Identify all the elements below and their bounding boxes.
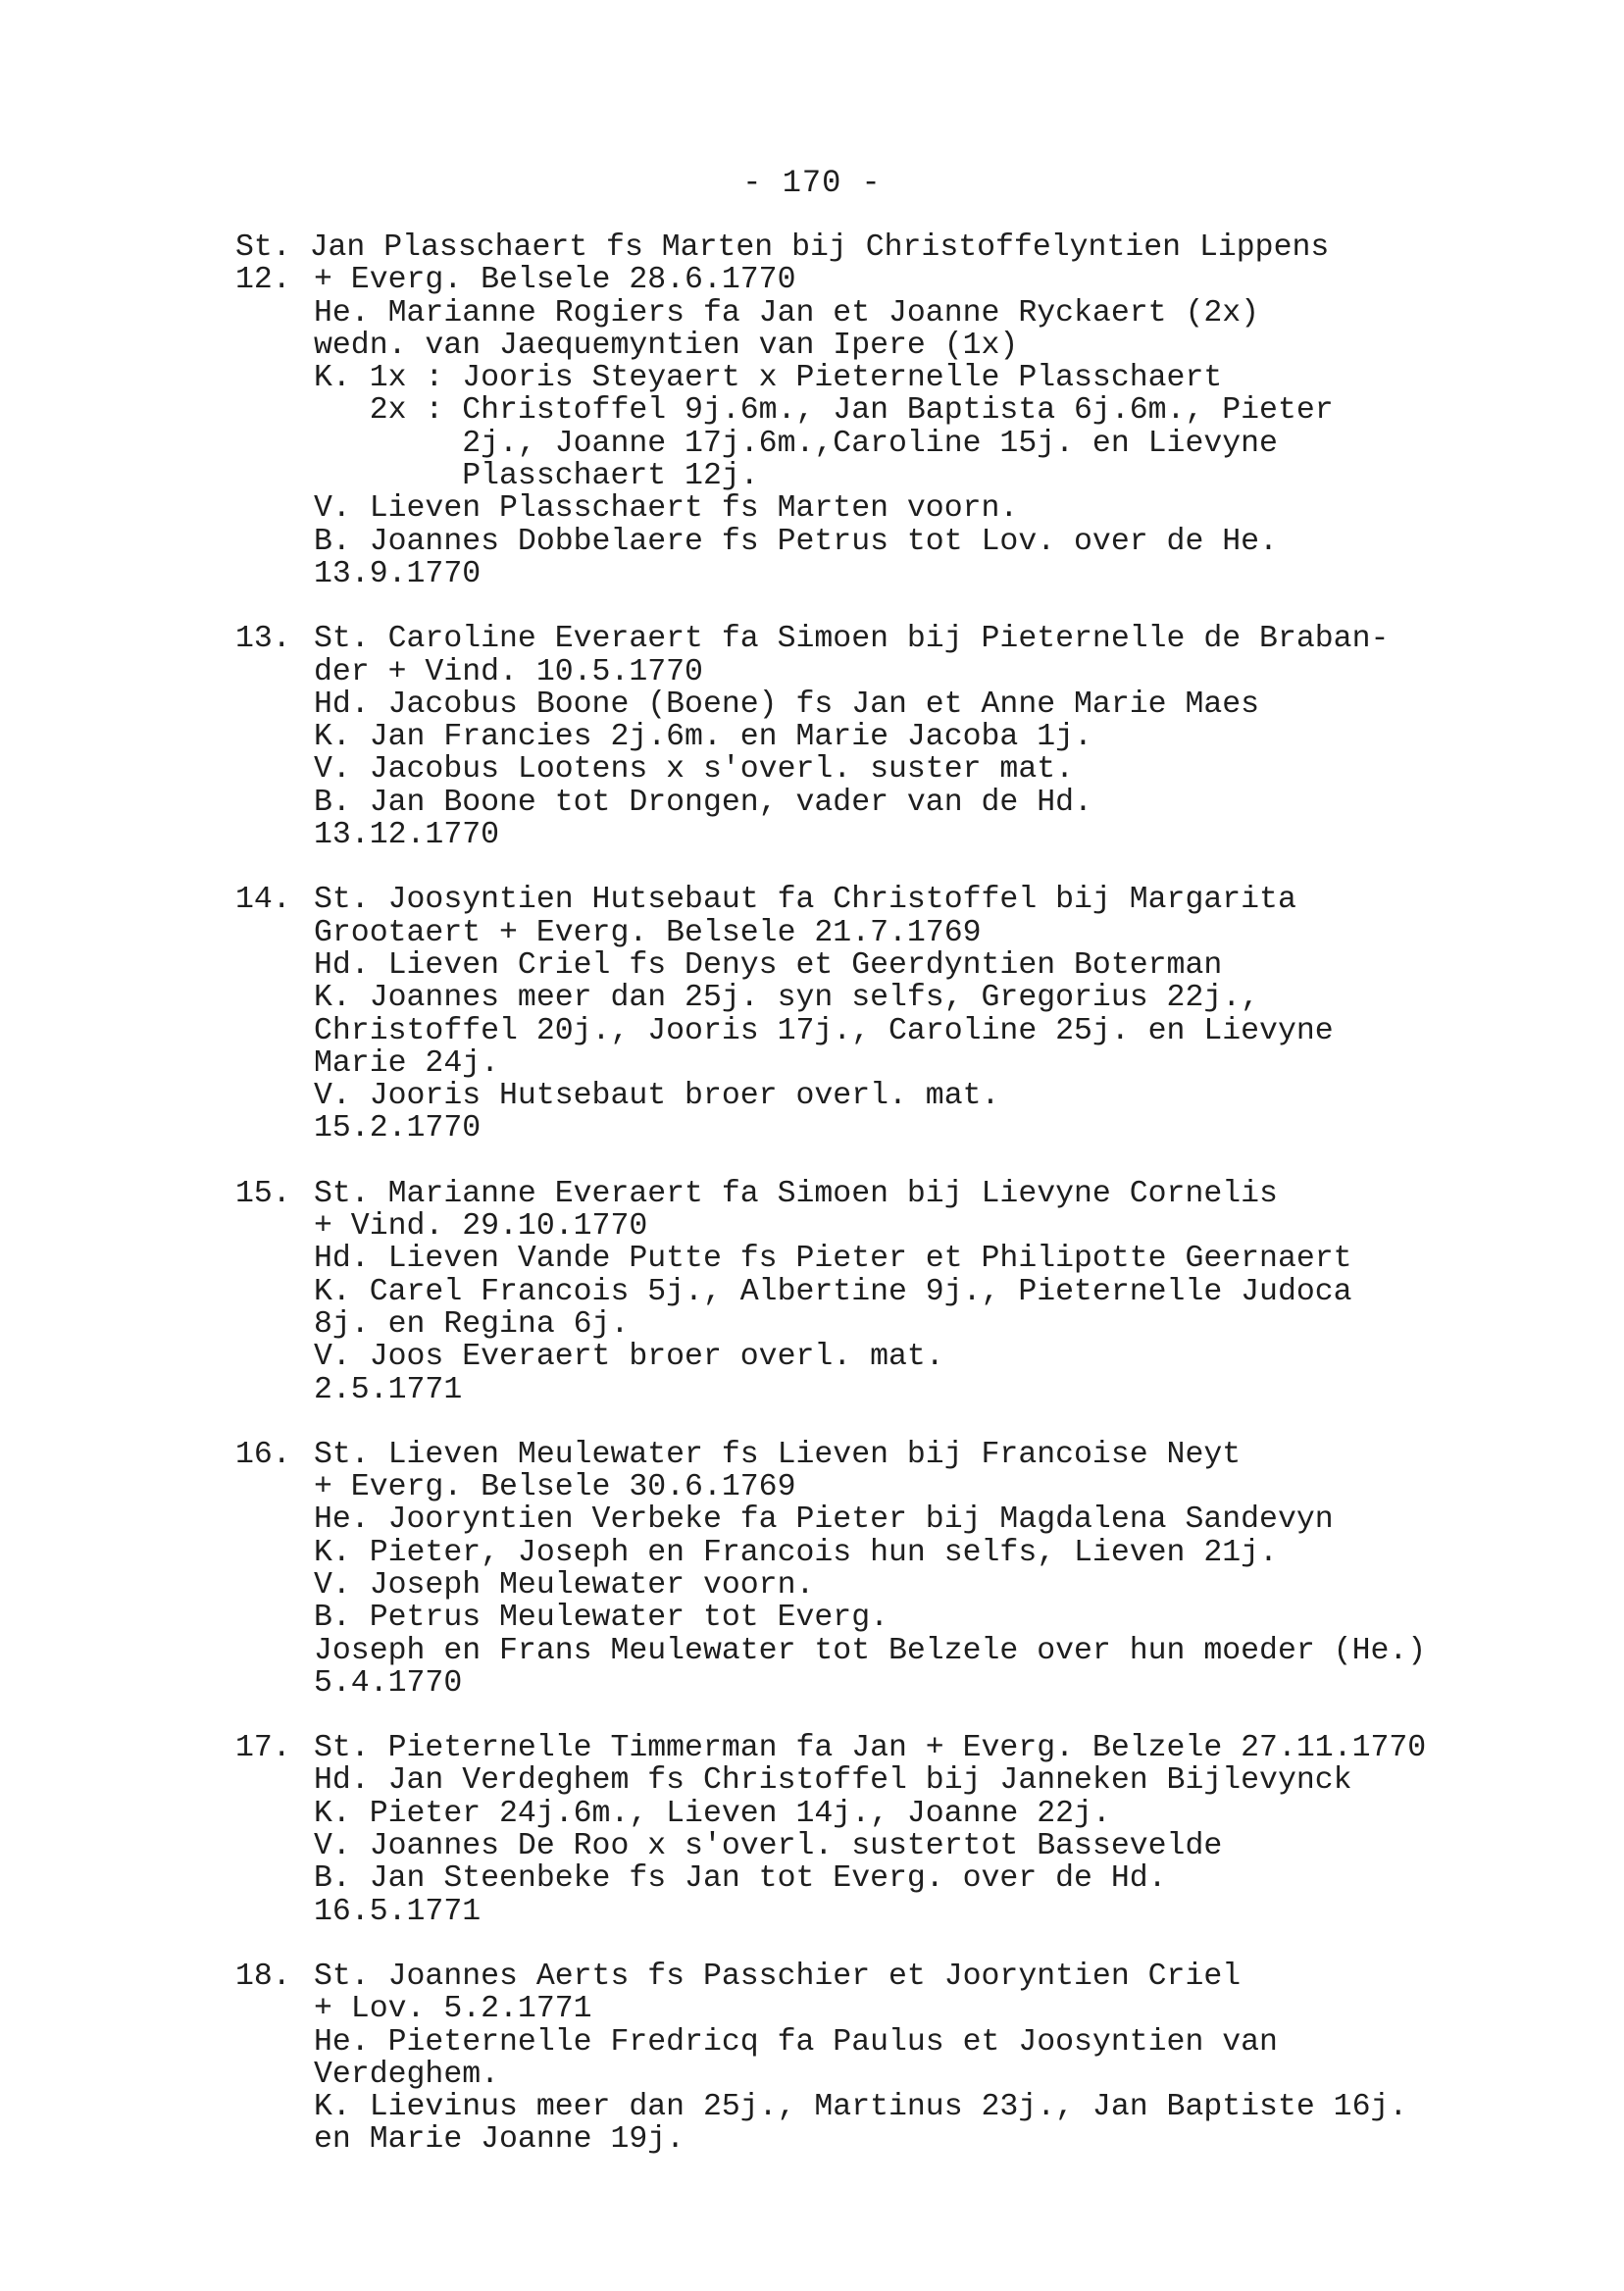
entry-line: St. Marianne Everaert fa Simoen bij Lievyne Cornelis bbox=[314, 1176, 1278, 1211]
entry-line: V. Jooris Hutsebaut broer overl. mat. bbox=[314, 1079, 1000, 1114]
entry-13 bbox=[235, 623, 1540, 851]
entry-line: K. Pieter, Joseph en Francois hun selfs, Lieven 21j. bbox=[314, 1535, 1278, 1570]
entry-line: K. Lievinus meer dan 25j., Martinus 23j., Jan Baptiste 16j. bbox=[314, 2090, 1408, 2125]
entry-line: + Lov. 5.2.1771 bbox=[314, 1992, 592, 2027]
entry-number: 12. bbox=[235, 263, 291, 298]
entry-line: Plasschaert 12j. bbox=[314, 459, 759, 494]
entry-line: 2j., Joanne 17j.6m.,Caroline 15j. en Lievyne bbox=[314, 426, 1278, 461]
entry-number: 17. bbox=[235, 1731, 291, 1766]
entry-line: Verdeghem. bbox=[314, 2057, 500, 2092]
entry-date: 15.2.1770 bbox=[314, 1111, 482, 1146]
entry-line: St. Lieven Meulewater fs Lieven bij Francoise Neyt bbox=[314, 1437, 1242, 1472]
entry-number: 15. bbox=[235, 1176, 291, 1211]
entry-line: + Everg. Belsele 30.6.1769 bbox=[314, 1470, 796, 1505]
entry-line: St. Joannes Aerts fs Passchier et Jooryntien Criel bbox=[314, 1959, 1242, 1994]
entry-number: 18. bbox=[235, 1959, 291, 1994]
entry-line: Hd. Jan Verdeghem fs Christoffel bij Janneken Bijlevynck bbox=[314, 1763, 1352, 1799]
entry-14 bbox=[235, 884, 1540, 1145]
entry-date: 13.9.1770 bbox=[314, 556, 482, 591]
entry-line: Marie 24j. bbox=[314, 1045, 500, 1081]
entry-line: 2x : Christoffel 9j.6m., Jan Baptista 6j.6m., Pieter bbox=[314, 393, 1334, 429]
entry-line: St. Joosyntien Hutsebaut fa Christoffel bij Margarita bbox=[314, 883, 1296, 918]
entry-line: K. 1x : Jooris Steyaert x Pieternelle Plasschaert bbox=[314, 361, 1223, 396]
entry-date: 2.5.1771 bbox=[314, 1372, 463, 1407]
entry-line: K. Carel Francois 5j., Albertine 9j., Pieternelle Judoca bbox=[314, 1274, 1352, 1309]
entry-line: He. Marianne Rogiers fa Jan et Joanne Ryckaert (2x) bbox=[314, 295, 1260, 331]
entry-date: 5.4.1770 bbox=[314, 1665, 463, 1701]
entry-line: Hd. Jacobus Boone (Boene) fs Jan et Anne Marie Maes bbox=[314, 687, 1260, 722]
entry-line: B. Petrus Meulewater tot Everg. bbox=[314, 1601, 888, 1636]
entry-line: V. Jacobus Lootens x s'overl. suster mat. bbox=[314, 752, 1075, 788]
entry-date: 13.12.1770 bbox=[314, 818, 500, 853]
entry-line: 8j. en Regina 6j. bbox=[314, 1306, 630, 1342]
entry-line: St. Pieternelle Timmerman fa Jan + Everg. Belzele 27.11.1770 bbox=[314, 1731, 1427, 1766]
entry-line: + Everg. Belsele 28.6.1770 bbox=[314, 263, 796, 298]
entry-line: en Marie Joanne 19j. bbox=[314, 2122, 685, 2158]
entry-line: V. Joos Everaert broer overl. mat. bbox=[314, 1340, 944, 1375]
entry-line: Grootaert + Everg. Belsele 21.7.1769 bbox=[314, 915, 982, 950]
entry-line: Christoffel 20j., Jooris 17j., Caroline 25j. en Lievyne bbox=[314, 1013, 1334, 1048]
page-number: - 170 - bbox=[742, 165, 882, 201]
entry-18 bbox=[235, 1960, 1540, 2157]
entry-line: Hd. Lieven Criel fs Denys et Geerdyntien Boterman bbox=[314, 947, 1223, 983]
entry-line: He. Jooryntien Verbeke fa Pieter bij Magdalena Sandevyn bbox=[314, 1502, 1334, 1538]
entry-12 bbox=[235, 231, 1540, 590]
entry-number: 16. bbox=[235, 1437, 291, 1472]
entry-line: He. Pieternelle Fredricq fa Paulus et Joosyntien van bbox=[314, 2024, 1278, 2060]
entry-line: B. Joannes Dobbelaere fs Petrus tot Lov. over de He. bbox=[314, 524, 1278, 559]
entry-line: V. Lieven Plasschaert fs Marten voorn. bbox=[314, 491, 1019, 527]
entry-line: Hd. Lieven Vande Putte fs Pieter et Philipotte Geernaert bbox=[314, 1242, 1352, 1277]
entry-16 bbox=[235, 1439, 1540, 1700]
entry-line: wedn. van Jaequemyntien van Ipere (1x) bbox=[314, 328, 1019, 363]
entry-line: B. Jan Boone tot Drongen, vader van de Hd. bbox=[314, 785, 1092, 820]
entry-line: K. Joannes meer dan 25j. syn selfs, Gregorius 22j., bbox=[314, 981, 1260, 1016]
entry-line: St. Jan Plasschaert fs Marten bij Christoffelyntien Lippens bbox=[235, 230, 1330, 265]
entry-number: 13. bbox=[235, 622, 291, 657]
register-entries bbox=[235, 231, 1540, 2189]
entry-line: der + Vind. 10.5.1770 bbox=[314, 654, 703, 689]
entry-15 bbox=[235, 1178, 1540, 1406]
entry-line: B. Jan Steenbeke fs Jan tot Everg. over de Hd. bbox=[314, 1861, 1167, 1897]
entry-date: 16.5.1771 bbox=[314, 1894, 482, 1929]
entry-line: Joseph en Frans Meulewater tot Belzele over hun moeder (He.) bbox=[314, 1633, 1427, 1668]
entry-line: + Vind. 29.10.1770 bbox=[314, 1209, 648, 1245]
entry-17 bbox=[235, 1732, 1540, 1928]
entry-line: St. Caroline Everaert fa Simoen bij Pieternelle de Braban- bbox=[314, 622, 1390, 657]
entry-number: 14. bbox=[235, 883, 291, 918]
entry-line: V. Joannes De Roo x s'overl. sustertot Bassevelde bbox=[314, 1829, 1223, 1864]
entry-line: V. Joseph Meulewater voorn. bbox=[314, 1567, 815, 1603]
entry-line: K. Jan Francies 2j.6m. en Marie Jacoba 1j. bbox=[314, 720, 1092, 755]
entry-line: K. Pieter 24j.6m., Lieven 14j., Joanne 22j. bbox=[314, 1796, 1111, 1831]
